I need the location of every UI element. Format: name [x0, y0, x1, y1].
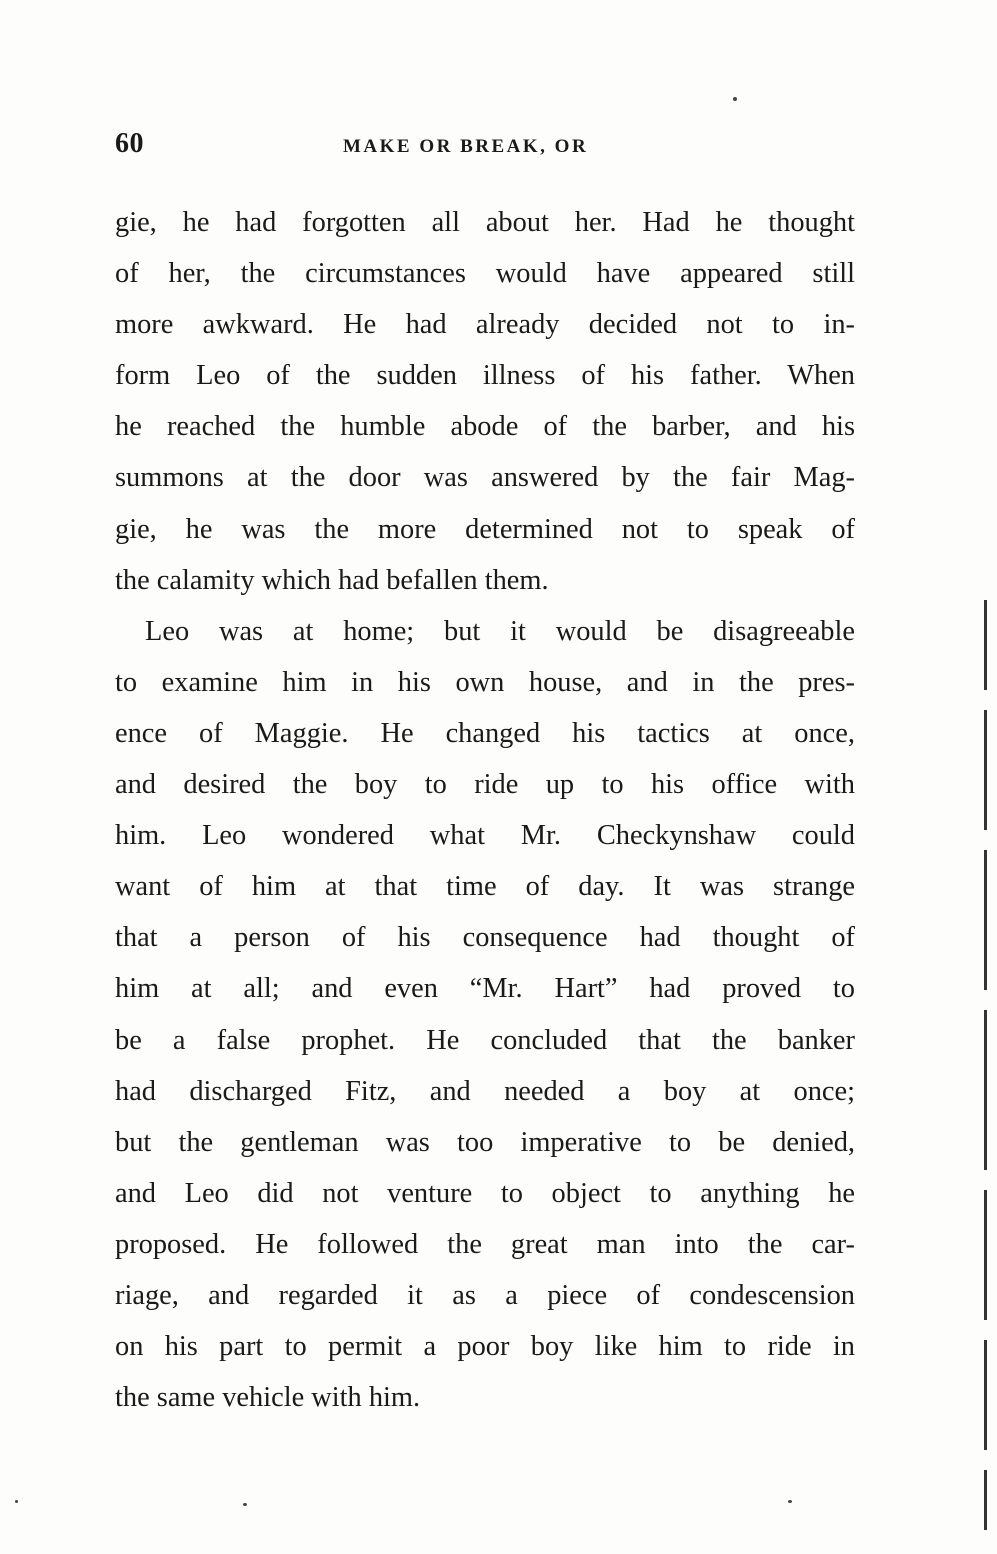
- text-line: gie, he was the more determined not to speak of: [115, 513, 855, 545]
- scan-speck: [733, 97, 737, 101]
- scan-edge-mark: [984, 600, 987, 690]
- text-line: he reached the humble abode of the barber, and his: [115, 411, 855, 443]
- text-line: form Leo of the sudden illness of his father. When: [115, 360, 855, 392]
- text-line: on his part to permit a poor boy like him to ride in: [115, 1331, 855, 1363]
- page-header: [115, 128, 855, 168]
- running-head: MAKE OR BREAK, OR: [343, 136, 589, 157]
- scan-edge-mark: [984, 1010, 987, 1170]
- text-line: more awkward. He had already decided not to in-: [115, 309, 855, 341]
- text-line: of her, the circumstances would have appeared still: [115, 258, 855, 290]
- scan-speck: [788, 1500, 792, 1503]
- text-line: gie, he had forgotten all about her. Had he thought: [115, 207, 855, 238]
- scan-edge-mark: [984, 1470, 987, 1530]
- scan-edge-mark: [984, 1190, 987, 1320]
- text-line: but the gentleman was too imperative to be denied,: [115, 1126, 855, 1158]
- text-line: summons at the door was answered by the fair Mag-: [115, 462, 855, 494]
- text-line: proposed. He followed the great man into the car-: [115, 1228, 855, 1260]
- text-line: be a false prophet. He concluded that the banker: [115, 1024, 855, 1056]
- page-number: 60: [115, 128, 144, 159]
- text-line: want of him at that time of day. It was strange: [115, 871, 855, 903]
- scan-edge-mark: [984, 710, 987, 830]
- text-line: ence of Maggie. He changed his tactics at once,: [115, 717, 855, 749]
- text-line: to examine him in his own house, and in the pres-: [115, 666, 855, 698]
- text-line: that a person of his consequence had thought of: [115, 922, 855, 954]
- body-text: [115, 197, 855, 1423]
- text-line: the calamity which had befallen them.: [115, 564, 549, 596]
- scan-edge-mark: [984, 1340, 987, 1450]
- text-line: the same vehicle with him.: [115, 1382, 421, 1414]
- scan-edge-marks: [980, 580, 994, 1540]
- scan-speck: [243, 1503, 247, 1506]
- text-line: and Leo did not venture to object to anything he: [115, 1177, 855, 1209]
- text-line: him at all; and even “Mr. Hart” had proved to: [115, 973, 855, 1005]
- text-line: Leo was at home; but it would be disagreeable: [145, 615, 855, 647]
- text-line: and desired the boy to ride up to his office with: [115, 769, 855, 801]
- text-line: riage, and regarded it as a piece of condescension: [115, 1279, 855, 1311]
- paragraph-1: [115, 197, 855, 606]
- scan-edge-mark: [984, 850, 987, 990]
- paragraph-2: [115, 606, 855, 1424]
- text-line: him. Leo wondered what Mr. Checkynshaw could: [115, 820, 855, 852]
- text-line: had discharged Fitz, and needed a boy at once;: [115, 1075, 855, 1107]
- scan-speck: [15, 1500, 18, 1503]
